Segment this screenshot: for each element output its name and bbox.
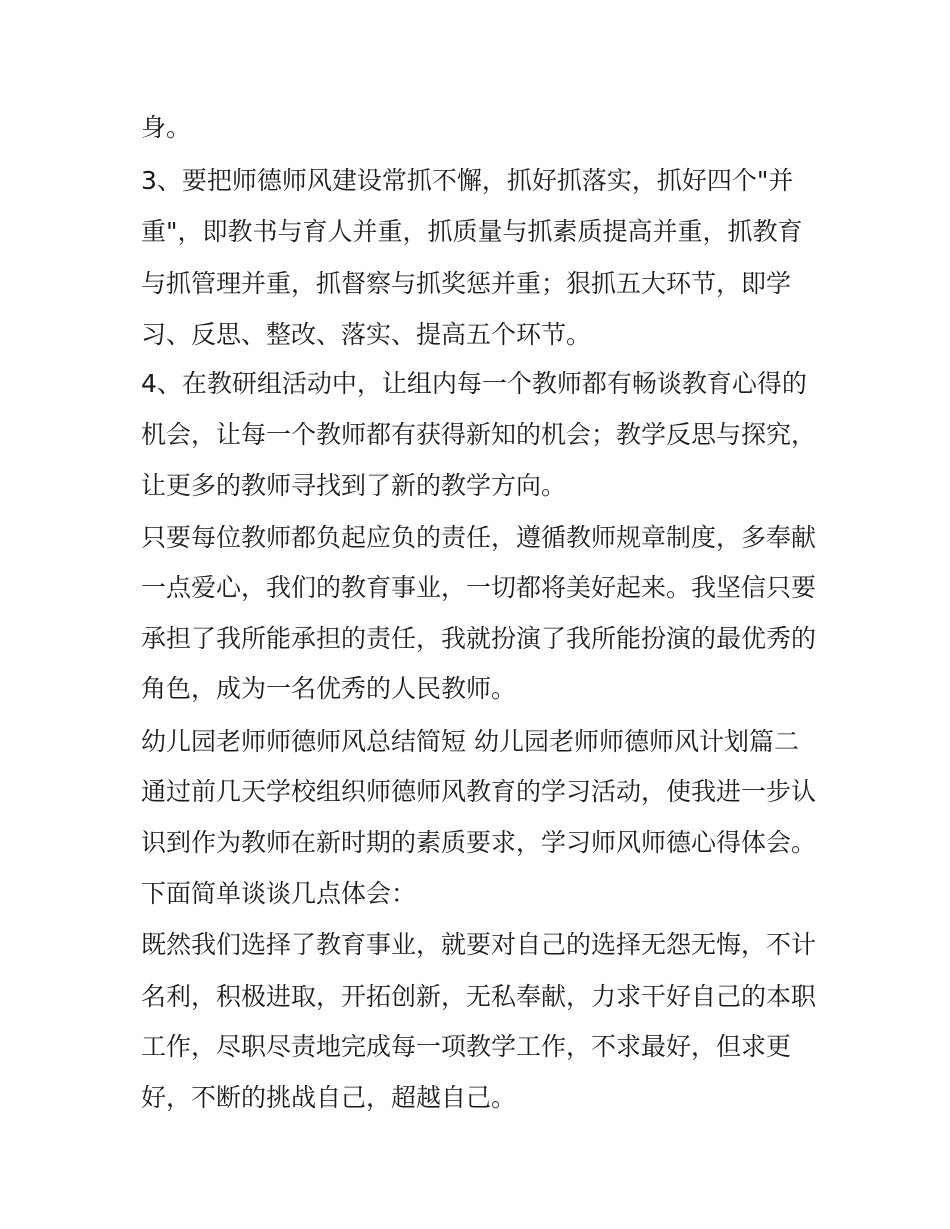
text-line: 好，不断的挑战自己，超越自己。 <box>141 1083 517 1112</box>
text-line: 名利，积极进取，开拓创新，无私奉献，力求干好自己的本职 <box>141 982 817 1011</box>
text-line: 下面简单谈谈几点体会： <box>141 879 417 908</box>
text-line: 3、要把师德师风建设常抓不懈，抓好抓落实，抓好四个"并 <box>141 166 794 195</box>
text-line: 工作，尽职尽责地完成每一项教学工作，不求最好，但求更 <box>141 1032 792 1061</box>
text-line: 识到作为教师在新时期的素质要求，学习师风师德心得体会。 <box>141 828 817 857</box>
text-line: 4、在教研组活动中，让组内每一个教师都有畅谈教育心得的 <box>141 369 807 398</box>
text-line: 让更多的教师寻找到了新的教学方向。 <box>141 471 567 500</box>
text-line: 通过前几天学校组织师德师风教育的学习活动，使我进一步认 <box>141 777 817 806</box>
text-line: 身。 <box>141 113 192 142</box>
text-line: 既然我们选择了教育事业，就要对自己的选择无怨无悔，不计 <box>141 930 817 959</box>
text-line: 机会，让每一个教师都有获得新知的机会；教学反思与探究， <box>141 420 817 449</box>
text-line: 角色，成为一名优秀的人民教师。 <box>141 674 517 703</box>
text-line: 承担了我所能承担的责任，我就扮演了我所能扮演的最优秀的 <box>141 624 817 653</box>
text-line: 一点爱心，我们的教育事业，一切都将美好起来。我坚信只要 <box>141 573 817 602</box>
text-line: 与抓管理并重，抓督察与抓奖惩并重；狠抓五大环节，即学 <box>141 269 792 298</box>
text-line: 重"，即教书与育人并重，抓质量与抓素质提高并重，抓教育 <box>141 217 803 246</box>
text-line: 幼儿园老师师德师风总结简短 幼儿园老师师德师风计划篇二 <box>141 727 799 756</box>
text-line: 只要每位教师都负起应负的责任，遵循教师规章制度，多奉献 <box>141 523 817 552</box>
text-line: 习、反思、整改、落实、提高五个环节。 <box>141 320 592 349</box>
